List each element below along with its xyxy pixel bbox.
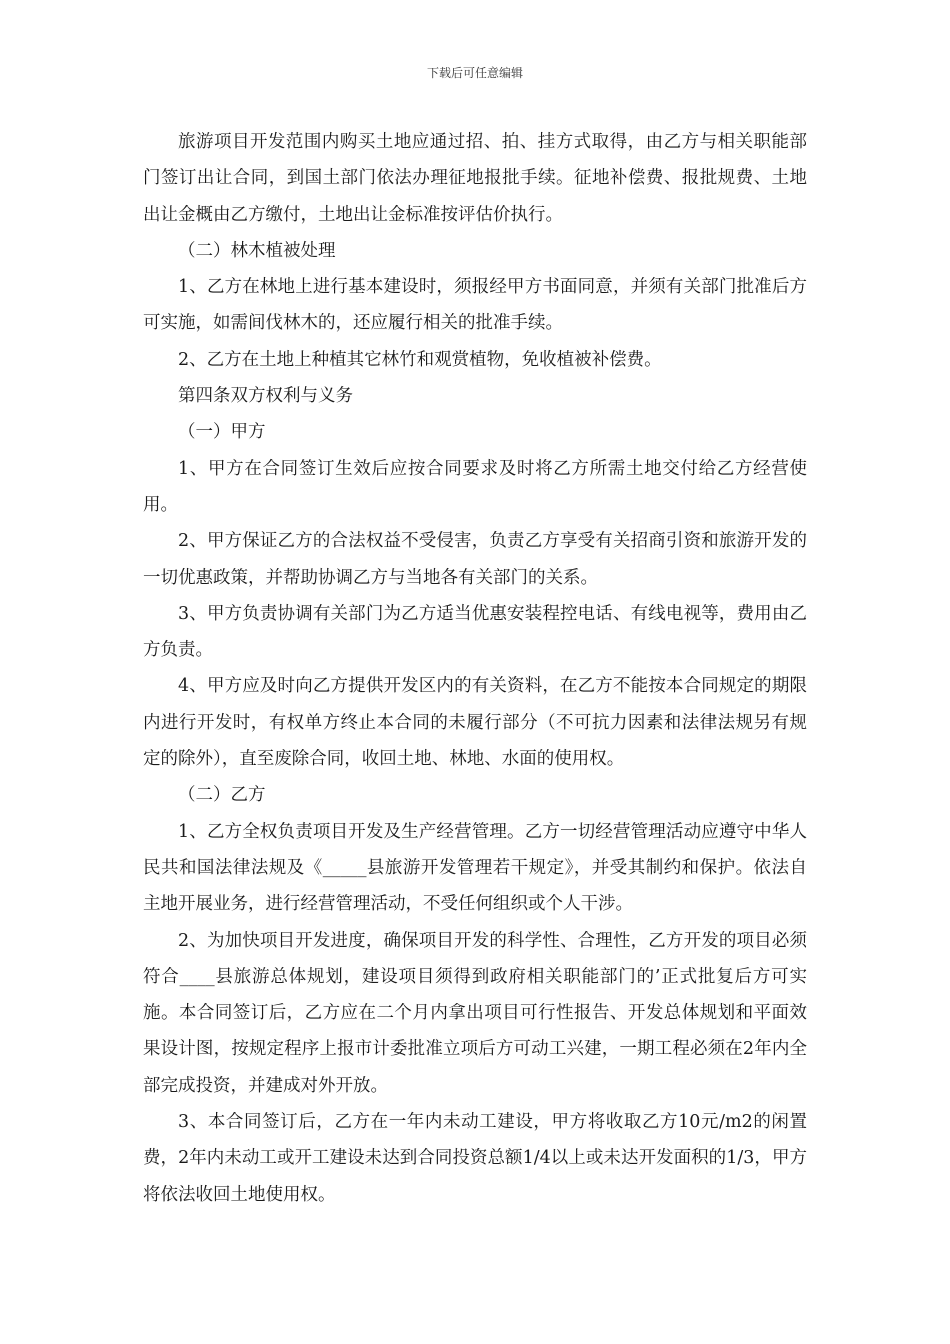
paragraph-party-a-4: 4、甲方应及时向乙方提供开发区内的有关资料，在乙方不能按本合同规定的期限内进行开发时，有权单方终止本合同的未履行部分（不可抗力因素和法律法规另有规定的除外），直至废除合同，收回土地、林地、水面的使用权。 <box>143 676 807 770</box>
paragraph-party-b-2: 2、为加快项目开发进度，确保项目开发的科学性、合理性，乙方开发的项目必须符合____县旅游总体规划，建设项目须得到政府相关职能部门的’正式批复后方可实施。本合同签订后，乙方应在二个月内拿出项目可行性报告、开发总体规划和平面效果设计图，按规定程序上报市计委批准立项后方可动工兴建，一期工程必须在2年内全部完成投资，并建成对外开放。 <box>143 930 807 1096</box>
section-heading-forest: （二）林木植被处理 <box>178 240 336 261</box>
page-header: 下载后可任意编辑 <box>426 66 523 80</box>
paragraph-land-purchase: 旅游项目开发范围内购买土地应通过招、拍、挂方式取得，由乙方与相关职能部门签订出让合同，到国土部门依法办理征地报批手续。征地补偿费、报批规费、土地出让金概由乙方缴付，土地出让金标准按评估价执行。 <box>143 132 807 225</box>
paragraph-party-a-1: 1、甲方在合同签订生效后应按合同要求及时将乙方所需土地交付给乙方经营使用。 <box>143 458 807 515</box>
paragraph-forest-1: 1、乙方在林地上进行基本建设时，须报经甲方书面同意，并须有关部门批准后方可实施，如需间伐林木的，还应履行相关的批准手续。 <box>143 277 807 334</box>
paragraph-party-a-2: 2、甲方保证乙方的合法权益不受侵害，负责乙方享受有关招商引资和旅游开发的一切优惠政策，并帮助协调乙方与当地各有关部门的关系。 <box>143 531 807 588</box>
paragraph-party-b-1: 1、乙方全权负责项目开发及生产经营管理。乙方一切经营管理活动应遵守中华人民共和国法律法规及《_____县旅游开发管理若干规定》，并受其制约和保护。依法自主地开展业务，进行经营管理活动，不受任何组织或个人干涉。 <box>143 821 807 915</box>
section-heading-party-a: （一）甲方 <box>178 422 266 443</box>
article-heading-rights: 第四条双方权利与义务 <box>178 386 353 407</box>
paragraph-party-b-3: 3、本合同签订后，乙方在一年内未动工建设，甲方将收取乙方10元/m2的闲置费，2年内未动工或开工建设未达到合同投资总额1/4以上或未达开发面积的1/3，甲方将依法收回土地使用权。 <box>143 1112 807 1205</box>
section-heading-party-b: （二）乙方 <box>178 785 266 806</box>
document-body <box>143 124 807 1213</box>
paragraph-forest-2: 2、乙方在土地上种植其它林竹和观赏植物，免收植被补偿费。 <box>178 349 662 370</box>
paragraph-party-a-3: 3、甲方负责协调有关部门为乙方适当优惠安装程控电话、有线电视等，费用由乙方负责。 <box>143 603 807 661</box>
